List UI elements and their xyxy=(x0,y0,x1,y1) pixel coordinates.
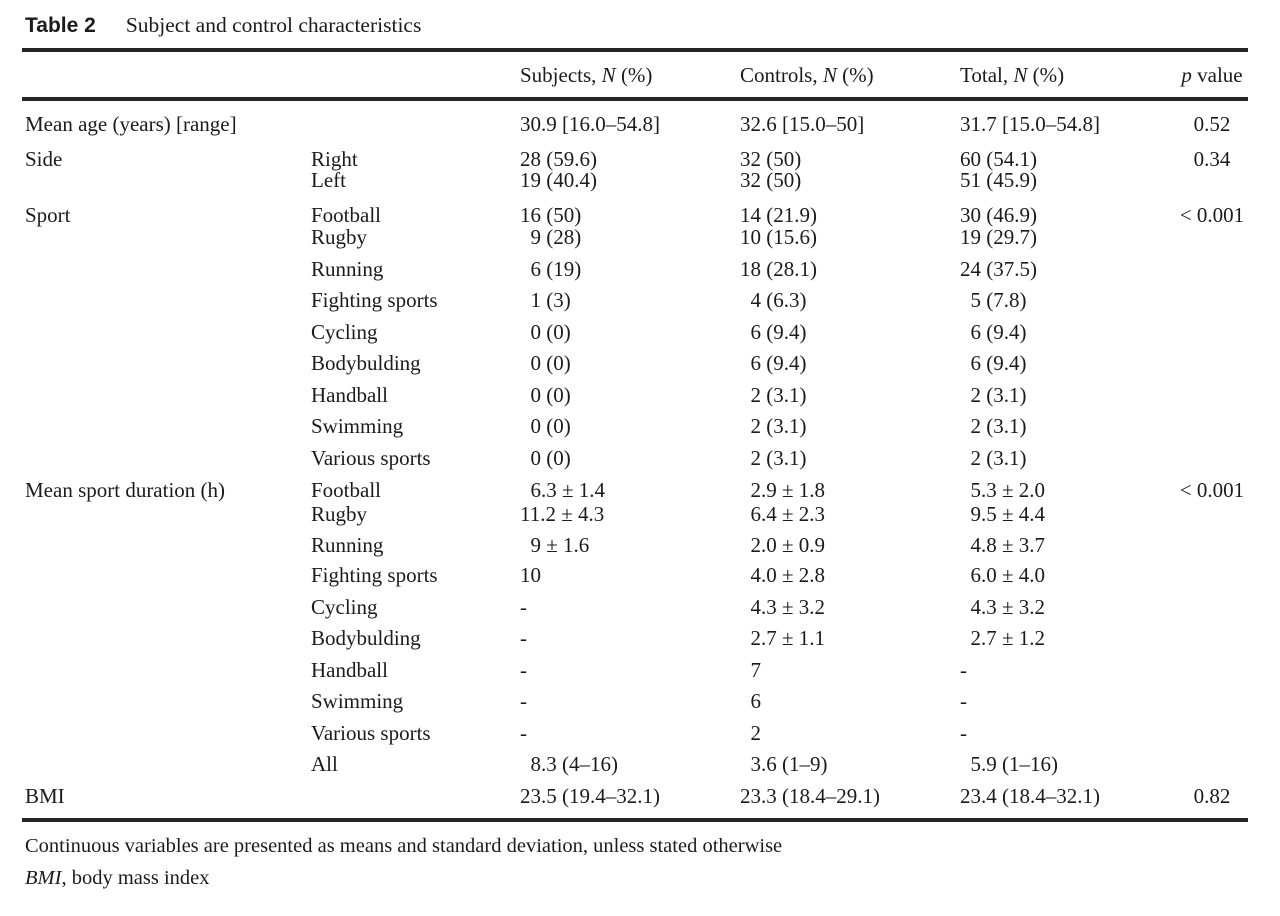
cell-p: 0.82 xyxy=(1193,784,1231,808)
table-row xyxy=(25,659,1250,681)
cell-controls: 2 (3.1) xyxy=(740,414,807,438)
cell-p xyxy=(1174,321,1250,343)
cell-subjects: 0 (0) xyxy=(520,446,571,470)
cell-subcategory xyxy=(311,113,520,135)
column-header-category xyxy=(25,64,311,86)
cell-subjects: 9 ± 1.6 xyxy=(520,533,590,557)
cell-total: - xyxy=(960,721,967,745)
cell-p xyxy=(1174,627,1250,649)
cell-total: 2 (3.1) xyxy=(960,414,1027,438)
cell-p xyxy=(1174,596,1250,618)
cell-total: - xyxy=(960,689,967,713)
cell-subcategory: Various sports xyxy=(311,446,431,470)
cell-subcategory: Swimming xyxy=(311,414,404,438)
cell-p: < 0.001 xyxy=(1179,203,1245,227)
cell-controls: 10 (15.6) xyxy=(740,225,817,249)
cell-category xyxy=(25,596,311,618)
cell-subcategory: Handball xyxy=(311,383,388,407)
cell-total: 6 (9.4) xyxy=(960,351,1027,375)
cell-subcategory: Various sports xyxy=(311,721,431,745)
cell-p: 0.34 xyxy=(1193,147,1231,171)
cell-subjects: 19 (40.4) xyxy=(520,168,597,192)
cell-total: 5 (7.8) xyxy=(960,288,1027,312)
cell-total: 51 (45.9) xyxy=(960,168,1037,192)
table-row xyxy=(25,447,1250,469)
table-row xyxy=(25,384,1250,406)
cell-p xyxy=(1174,503,1250,525)
column-header-total xyxy=(960,64,1174,86)
cell-total: 24 (37.5) xyxy=(960,257,1037,281)
cell-controls: 2.9 ± 1.8 xyxy=(740,478,826,502)
cell-category xyxy=(25,258,311,280)
cell-subcategory: Rugby xyxy=(311,502,368,526)
cell-p xyxy=(1174,447,1250,469)
cell-category xyxy=(25,627,311,649)
cell-p xyxy=(1174,169,1250,191)
cell-subcategory: Left xyxy=(311,168,346,192)
cell-controls: 32.6 [15.0–50] xyxy=(740,112,865,136)
table-header-row xyxy=(25,64,1250,86)
cell-controls: 6 xyxy=(740,689,761,713)
header-italic-n: N xyxy=(601,63,616,87)
cell-subjects: - xyxy=(520,658,527,682)
cell-category xyxy=(25,289,311,311)
cell-subcategory: Fighting sports xyxy=(311,563,438,587)
table-title xyxy=(25,13,421,38)
column-header-p-value xyxy=(1174,64,1250,86)
cell-category xyxy=(25,534,311,556)
header-text: (%) xyxy=(615,63,653,87)
cell-subcategory: Handball xyxy=(311,658,388,682)
cell-subcategory: Fighting sports xyxy=(311,288,438,312)
cell-subjects: 8.3 (4–16) xyxy=(520,752,618,776)
cell-controls: 2 xyxy=(740,721,761,745)
table-row xyxy=(25,534,1250,556)
table-row xyxy=(25,596,1250,618)
footnote-continuous-variables: Continuous variables are presented as means and standard deviation, unless stated otherwise xyxy=(25,835,783,857)
cell-p: < 0.001 xyxy=(1179,478,1245,502)
cell-controls: 6 (9.4) xyxy=(740,351,807,375)
table-row xyxy=(25,722,1250,744)
cell-subcategory: Cycling xyxy=(311,320,378,344)
cell-p xyxy=(1174,659,1250,681)
cell-subjects: - xyxy=(520,595,527,619)
cell-controls: 3.6 (1–9) xyxy=(740,752,828,776)
cell-controls: 18 (28.1) xyxy=(740,257,817,281)
cell-category xyxy=(25,169,311,191)
header-rule xyxy=(22,97,1248,101)
cell-category: Mean age (years) [range] xyxy=(25,112,237,136)
cell-p xyxy=(1174,258,1250,280)
footnote-bmi-definition: , body mass index xyxy=(61,867,210,889)
table-row xyxy=(25,113,1250,135)
cell-controls: 6 (9.4) xyxy=(740,320,807,344)
table-row xyxy=(25,258,1250,280)
cell-total: 2 (3.1) xyxy=(960,383,1027,407)
cell-p xyxy=(1174,226,1250,248)
cell-p xyxy=(1174,384,1250,406)
table-number-label: Table 2 xyxy=(25,14,96,37)
cell-controls: 6.4 ± 2.3 xyxy=(740,502,826,526)
cell-subjects: 0 (0) xyxy=(520,320,571,344)
cell-controls: 32 (50) xyxy=(740,147,802,171)
cell-subjects: - xyxy=(520,721,527,745)
cell-category xyxy=(25,503,311,525)
cell-p xyxy=(1174,690,1250,712)
cell-subjects: 6.3 ± 1.4 xyxy=(520,478,606,502)
header-text: Subjects, xyxy=(520,63,602,87)
header-text: Controls, xyxy=(740,63,823,87)
cell-subcategory: Right xyxy=(311,147,358,171)
footnote-bmi xyxy=(25,866,209,891)
cell-category xyxy=(25,447,311,469)
cell-p xyxy=(1174,415,1250,437)
cell-subjects: 11.2 ± 4.3 xyxy=(520,502,605,526)
table-row xyxy=(25,690,1250,712)
column-header-subcategory xyxy=(311,64,520,86)
cell-total: 19 (29.7) xyxy=(960,225,1037,249)
header-italic-n: N xyxy=(1013,63,1028,87)
table-row xyxy=(25,753,1250,775)
cell-subcategory: Bodybulding xyxy=(311,626,421,650)
header-italic-n: N xyxy=(822,63,837,87)
cell-subcategory: Bodybulding xyxy=(311,351,421,375)
cell-p xyxy=(1174,352,1250,374)
cell-controls: 32 (50) xyxy=(740,168,802,192)
cell-total: 23.4 (18.4–32.1) xyxy=(960,784,1100,808)
cell-subcategory: Football xyxy=(311,478,382,502)
cell-subjects: 0 (0) xyxy=(520,351,571,375)
table-row xyxy=(25,204,1250,226)
cell-subjects: 1 (3) xyxy=(520,288,571,312)
cell-total: 9.5 ± 4.4 xyxy=(960,502,1046,526)
cell-subjects: - xyxy=(520,626,527,650)
cell-total: 6.0 ± 4.0 xyxy=(960,563,1046,587)
cell-total: 30 (46.9) xyxy=(960,203,1037,227)
cell-subjects: 10 xyxy=(520,563,541,587)
cell-total: - xyxy=(960,658,967,682)
footnote-bmi-abbrev: BMI xyxy=(25,867,62,889)
cell-controls: 2.0 ± 0.9 xyxy=(740,533,826,557)
table-row xyxy=(25,169,1250,191)
column-header-subjects xyxy=(520,64,740,86)
cell-subjects: 0 (0) xyxy=(520,383,571,407)
table-row xyxy=(25,226,1250,248)
table-row xyxy=(25,321,1250,343)
table-row xyxy=(25,352,1250,374)
cell-category xyxy=(25,352,311,374)
cell-total: 4.8 ± 3.7 xyxy=(960,533,1046,557)
cell-category xyxy=(25,753,311,775)
cell-subcategory: All xyxy=(311,752,338,776)
table-row xyxy=(25,564,1250,586)
cell-controls: 2 (3.1) xyxy=(740,383,807,407)
table-row xyxy=(25,627,1250,649)
table-row xyxy=(25,785,1250,807)
bottom-rule xyxy=(22,818,1248,822)
cell-p xyxy=(1174,289,1250,311)
cell-p xyxy=(1174,753,1250,775)
cell-subcategory: Football xyxy=(311,203,382,227)
cell-controls: 2.7 ± 1.1 xyxy=(740,626,826,650)
cell-subjects: 28 (59.6) xyxy=(520,147,597,171)
cell-subcategory xyxy=(311,785,520,807)
cell-subcategory: Running xyxy=(311,533,384,557)
cell-total: 5.3 ± 2.0 xyxy=(960,478,1046,502)
cell-subjects: 9 (28) xyxy=(520,225,582,249)
cell-controls: 4.0 ± 2.8 xyxy=(740,563,826,587)
header-text: Total, xyxy=(960,63,1014,87)
table-row xyxy=(25,503,1250,525)
cell-controls: 4.3 ± 3.2 xyxy=(740,595,826,619)
cell-subjects: 23.5 (19.4–32.1) xyxy=(520,784,660,808)
cell-subjects: - xyxy=(520,689,527,713)
cell-subjects: 6 (19) xyxy=(520,257,582,281)
cell-category xyxy=(25,384,311,406)
top-rule xyxy=(22,48,1248,52)
header-text: (%) xyxy=(1027,63,1065,87)
cell-p xyxy=(1174,564,1250,586)
cell-subjects: 30.9 [16.0–54.8] xyxy=(520,112,660,136)
header-italic-p: p xyxy=(1181,63,1192,87)
cell-controls: 4 (6.3) xyxy=(740,288,807,312)
cell-category: Mean sport duration (h) xyxy=(25,478,226,502)
cell-category xyxy=(25,659,311,681)
cell-subcategory: Rugby xyxy=(311,225,368,249)
cell-subjects: 0 (0) xyxy=(520,414,571,438)
cell-p xyxy=(1174,722,1250,744)
cell-total: 5.9 (1–16) xyxy=(960,752,1058,776)
cell-category xyxy=(25,564,311,586)
cell-category xyxy=(25,226,311,248)
cell-total: 31.7 [15.0–54.8] xyxy=(960,112,1100,136)
cell-total: 2 (3.1) xyxy=(960,446,1027,470)
table-row xyxy=(25,415,1250,437)
cell-subjects: 16 (50) xyxy=(520,203,582,227)
column-header-controls xyxy=(740,64,960,86)
cell-total: 4.3 ± 3.2 xyxy=(960,595,1046,619)
cell-category: BMI xyxy=(25,784,65,808)
cell-category: Side xyxy=(25,147,63,171)
cell-total: 2.7 ± 1.2 xyxy=(960,626,1046,650)
cell-category xyxy=(25,722,311,744)
cell-p: 0.52 xyxy=(1193,112,1231,136)
cell-total: 60 (54.1) xyxy=(960,147,1037,171)
cell-subcategory: Running xyxy=(311,257,384,281)
cell-category xyxy=(25,690,311,712)
cell-category xyxy=(25,415,311,437)
cell-controls: 23.3 (18.4–29.1) xyxy=(740,784,880,808)
cell-subcategory: Swimming xyxy=(311,689,404,713)
table-row xyxy=(25,479,1250,501)
cell-subcategory: Cycling xyxy=(311,595,378,619)
cell-p xyxy=(1174,534,1250,556)
cell-category xyxy=(25,321,311,343)
header-text: (%) xyxy=(836,63,874,87)
cell-controls: 7 xyxy=(740,658,761,682)
cell-controls: 14 (21.9) xyxy=(740,203,817,227)
table-caption: Subject and control characteristics xyxy=(125,13,422,37)
header-text: value xyxy=(1191,63,1243,87)
cell-category: Sport xyxy=(25,203,71,227)
table-row xyxy=(25,148,1250,170)
cell-controls: 2 (3.1) xyxy=(740,446,807,470)
table-row xyxy=(25,289,1250,311)
cell-total: 6 (9.4) xyxy=(960,320,1027,344)
